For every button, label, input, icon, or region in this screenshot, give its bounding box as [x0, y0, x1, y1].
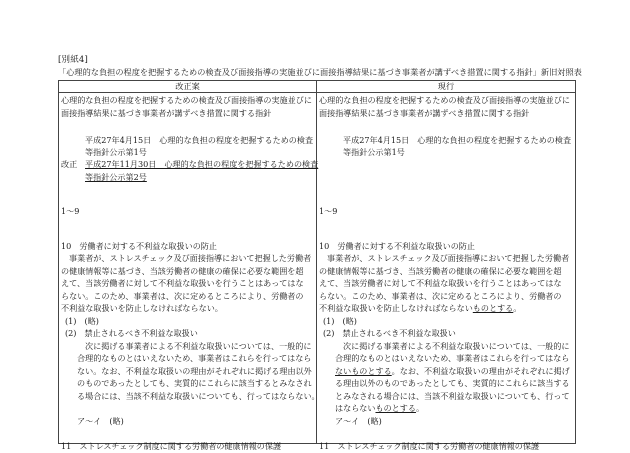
paragraph-line: 不利益な取扱いを防止しなければならないものとする。	[319, 303, 522, 313]
header-revised: 改正案	[59, 81, 317, 93]
header-current: 現行	[317, 81, 576, 93]
paragraph-line: る理由以外のものであったとしても、実質的にこれらに該当する	[335, 378, 570, 388]
comparison-table	[58, 80, 576, 451]
sub-items: ア～イ (略)	[335, 416, 382, 426]
notice-line: 等指針公示第1号	[85, 147, 147, 157]
paragraph-line: 事業者が、ストレスチェック及び面接指導において把握した労働者	[69, 253, 312, 263]
paragraph-line: る場合には、当該不利益な取扱いについても、行ってはならない。	[77, 391, 320, 401]
underlined-phrase: ものとする	[375, 403, 416, 413]
item-1: (1) (略)	[65, 316, 99, 326]
paragraph-line: のものであったとしても、実質的にこれらに該当するとみなされ	[77, 378, 312, 388]
amend-label: 改正	[61, 159, 78, 169]
guideline-title: 心理的な負担の程度を把握するための検査及び面接指導の実施並びに	[61, 95, 312, 105]
notice-line: 平成27年4月15日 心理的な負担の程度を把握するための検査	[85, 135, 314, 145]
paragraph-line: えて、当該労働者に対して不利益な取扱いを行うことはあってはな	[61, 278, 304, 288]
underlined-phrase: ないものとする	[335, 366, 392, 376]
notice-line-amended: 平成27年11月30日 心理的な負担の程度を把握するための検査	[85, 159, 319, 169]
revised-column	[59, 93, 320, 451]
table-title: 「心理的な負担の程度を把握するための検査及び面接指導の実施並びに面接指導結果に基づき事業者が講ずべき措置に関する指針」新旧対照表	[58, 67, 582, 77]
current-column	[317, 93, 576, 451]
section-10-heading: 10 労働者に対する不利益な取扱いの防止	[319, 241, 475, 251]
paragraph-line: 合理的なものとはいえないため、事業者はこれらを行ってはなら	[335, 353, 570, 363]
item-1: (1) (略)	[323, 316, 357, 326]
paragraph-line: ないものとする。なお、不利益な取扱いの理由がそれぞれに掲げ	[335, 366, 570, 376]
paragraph-line: らない。このため、事業者は、次に定めるところにより、労働者の	[319, 291, 562, 301]
paragraph-line: はならないものとする。	[335, 403, 425, 413]
underlined-phrase: ものとする	[472, 303, 514, 313]
section-10-heading: 10 労働者に対する不利益な取扱いの防止	[61, 241, 217, 251]
section-range: 1～9	[319, 206, 338, 216]
paragraph-line: ない。なお、不利益な取扱いの理由がそれぞれに掲げる理由以外	[77, 366, 312, 376]
section-11-heading: 11 ストレスチェック制度に関する労働者の健康情報の保護	[319, 441, 540, 451]
paragraph-line: えて、当該労働者に対して不利益な取扱いを行うことはあってはな	[319, 278, 562, 288]
paragraph-line: 不利益な取扱いを防止しなければならない。	[61, 303, 223, 313]
notice-line: 等指針公示第1号	[343, 147, 405, 157]
paragraph-line: らない。このため、事業者は、次に定めるところにより、労働者の	[61, 291, 304, 301]
section-11-heading: 11 ストレスチェック制度に関する労働者の健康情報の保護	[61, 441, 282, 451]
section-range: 1～9	[61, 206, 80, 216]
paragraph-line: 合理的なものとはいえないため、事業者はこれらを行ってはなら	[77, 353, 312, 363]
paragraph-line: とみなされる場合には、当該不利益な取扱いについても、行って	[335, 391, 570, 401]
paragraph-line: の健康情報等に基づき、当該労働者の健康の確保に必要な範囲を超	[319, 266, 562, 276]
paragraph-line: 次に掲げる事業者による不利益な取扱いについては、一般的に	[85, 341, 312, 351]
attachment-label: [別紙4]	[58, 55, 89, 65]
paragraph-line: 次に掲げる事業者による不利益な取扱いについては、一般的に	[343, 341, 570, 351]
item-2-heading: (2) 禁止されるべき不利益な取扱い	[323, 328, 456, 338]
guideline-title: 面接指導結果に基づき事業者が講ずべき措置に関する指針	[319, 108, 530, 118]
notice-line-amended: 等指針公示第2号	[85, 172, 147, 182]
item-2-heading: (2) 禁止されるべき不利益な取扱い	[65, 328, 198, 338]
sub-items: ア～イ (略)	[77, 416, 124, 426]
guideline-title: 心理的な負担の程度を把握するための検査及び面接指導の実施並びに	[319, 95, 570, 105]
guideline-title: 面接指導結果に基づき事業者が講ずべき措置に関する指針	[61, 108, 272, 118]
paragraph-line: の健康情報等に基づき、当該労働者の健康の確保に必要な範囲を超	[61, 266, 304, 276]
paragraph-line: 事業者が、ストレスチェック及び面接指導において把握した労働者	[327, 253, 570, 263]
notice-line: 平成27年4月15日 心理的な負担の程度を把握するための検査	[343, 135, 572, 145]
